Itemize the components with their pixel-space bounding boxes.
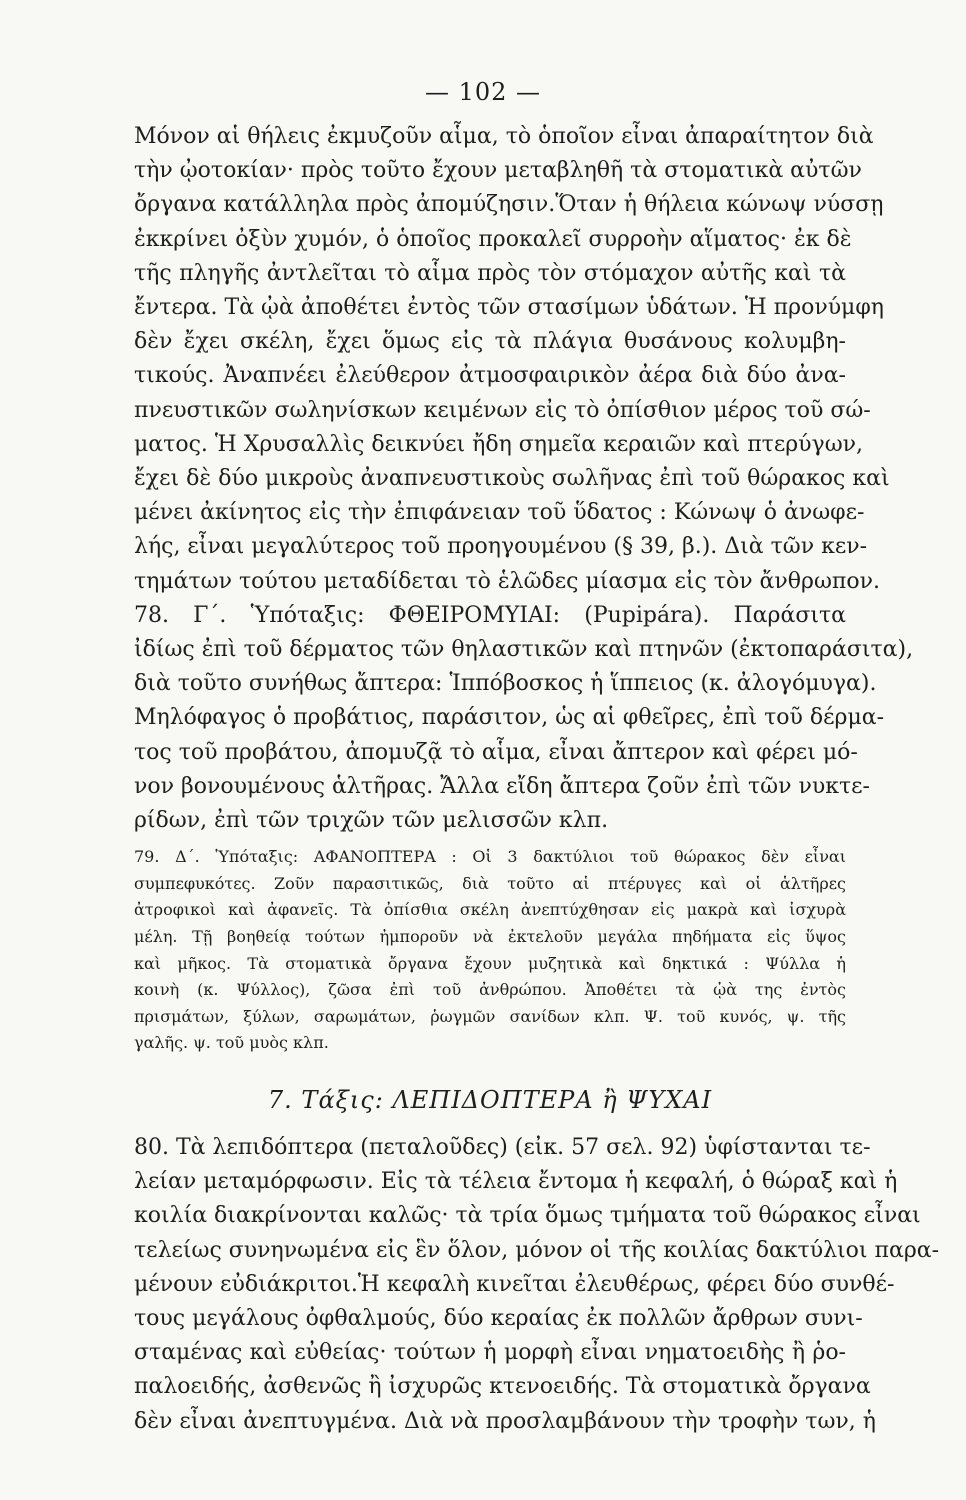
page-content xyxy=(134,120,940,1439)
text-line: τῆς πληγῆς ἀντλεῖται τὸ αἷμα πρὸς τὸν στόμαχον αὐτῆς καὶ τὰ xyxy=(134,260,846,286)
text-line: δὲν ἔχει σκέλη, ἔχει ὅμως εἰς τὰ πλάγια θυσάνους κολυμβη- xyxy=(134,329,846,355)
text-line: παλοειδής, ἀσθενῶς ἢ ἰσχυρῶς κτενοειδής. Τὰ στοματικὰ ὄργανα xyxy=(134,1374,871,1400)
text-line: 80. Τὰ λεπιδόπτερα (πεταλοῦδες) (εἰκ. 57 σελ. 92) ὑφίστανται τε- xyxy=(134,1135,871,1161)
text-line: τος τοῦ προβάτου, ἀπομυζᾷ τὸ αἷμα, εἶναι ἄπτερον καὶ φέρει μό- xyxy=(134,739,858,765)
text-line: ἐκκρίνει ὀξὺν χυμόν, ὁ ὁποῖος προκαλεῖ συρροὴν αἵματος· ἐκ δὲ xyxy=(134,226,852,252)
text-line: Μόνον αἱ θήλεις ἐκμυζοῦν αἷμα, τὸ ὁποῖον εἶναι ἀπαραίτητον διὰ xyxy=(134,124,874,149)
text-line: πρισμάτων, ξύλων, σαρωμάτων, ῥωγμῶν σανίδων κλπ. Ψ. τοῦ κυνός, ψ. τῆς xyxy=(134,1006,846,1026)
text-line: κοιλία διακρίνονται καλῶς· τὰ τρία ὅμως τμήματα τοῦ θώρακος εἶναι xyxy=(134,1203,921,1229)
text-line: διὰ τοῦτο συνήθως ἄπτερα: Ἱππόβοσκος ἡ ἵππειος (κ. ἀλογόμυγα). xyxy=(134,671,877,697)
paragraph-mosquito xyxy=(134,120,890,599)
text-line: σταμένας καὶ εὐθείας· τούτων ἡ μορφὴ εἶναι νηματοειδὴς ἢ ῥο- xyxy=(134,1340,846,1366)
text-line: μέλη. Τῇ βοηθείᾳ τούτων ἠμποροῦν νὰ ἐκτελοῦν μεγάλα πηδήματα εἰς ὕψος xyxy=(134,927,846,947)
page-number: — 102 — xyxy=(424,78,542,106)
paragraph-80 xyxy=(134,1131,940,1439)
text-line: τημάτων τούτου μεταδίδεται τὸ ἑλῶδες μίασμα εἰς τὸν ἄνθρωπον. xyxy=(134,568,880,594)
text-line: ὄργανα κατάλληλα πρὸς ἀπομύζησιν.Ὅταν ἡ θήλεια κώνωψ νύσσῃ xyxy=(134,192,884,218)
text-line: τὴν ᾠοτοκίαν· πρὸς τοῦτο ἔχουν μεταβληθῆ τὰ στοματικὰ αὐτῶν xyxy=(134,158,862,184)
text-line: γαλῆς. ψ. τοῦ μυὸς κλπ. xyxy=(134,1033,329,1053)
paragraph-78 xyxy=(134,599,914,838)
text-line: 78. Γ΄. Ὑπόταξις: ΦΘΕΙΡΟΜΥΙΑΙ: (Pupipára). Παράσιτα xyxy=(134,602,846,628)
text-line: Μηλόφαγος ὁ προβάτιος, παράσιτον, ὡς αἱ φθεῖρες, ἐπὶ τοῦ δέρμα- xyxy=(134,705,885,731)
text-line: κοινὴ (κ. Ψύλλος), ζῶσα ἐπὶ τοῦ ἀνθρώπου. Ἀποθέτει τὰ ᾠὰ της ἐντὸς xyxy=(134,980,846,1000)
section-heading: 7. Τάξις: ΛΕΠΙΔΟΠΤΕΡΑ ἢ ΨΥΧΑΙ xyxy=(267,1086,713,1115)
text-line: ἀτροφικοὶ καὶ ἀφανεῖς. Τὰ ὀπίσθια σκέλη ἀνεπτύχθησαν εἰς μακρὰ καὶ ἰσχυρὰ xyxy=(134,900,846,920)
paragraph-79 xyxy=(134,844,846,1057)
text-line: τικούς. Ἀναπνέει ἐλεύθερον ἀτμοσφαιρικὸν ἀέρα διὰ δύο ἀνα- xyxy=(134,363,846,389)
text-line: συμπεφυκότες. Ζοῦν παρασιτικῶς, διὰ τοῦτο αἱ πτέρυγες καὶ οἱ ἁλτῆρες xyxy=(134,873,846,893)
text-line: ματος. Ἡ Χρυσαλλὶς δεικνύει ἤδη σημεῖα κεραιῶν καὶ πτερύγων, xyxy=(134,431,864,457)
text-line: τελείως συνηνωμένα εἰς ἓν ὅλον, μόνον οἱ τῆς κοιλίας δακτύλιοι παρα- xyxy=(134,1237,940,1263)
text-line: τους μεγάλους ὀφθαλμούς, δύο κεραίας ἐκ πολλῶν ἄρθρων συνι- xyxy=(134,1306,863,1332)
text-line: ἰδίως ἐπὶ τοῦ δέρματος τῶν θηλαστικῶν καὶ πτηνῶν (ἐκτοπαράσιτα), xyxy=(134,637,914,663)
text-line: πνευστικῶν σωληνίσκων κειμένων εἰς τὸ ὀπίσθιον μέρος τοῦ σώ- xyxy=(134,397,871,423)
text-line: δὲν εἶναι ἀνεπτυγμένα. Διὰ νὰ προσλαμβάνουν τὴν τροφὴν των, ἡ xyxy=(134,1408,876,1434)
text-line: καὶ μῆκος. Τὰ στοματικὰ ὄργανα ἔχουν μυζητικὰ καὶ δηκτικά : Ψύλλα ἡ xyxy=(134,953,846,973)
text-line: λείαν μεταμόρφωσιν. Εἰς τὰ τέλεια ἔντομα ἡ κεφαλή, ὁ θώραξ καὶ ἡ xyxy=(134,1169,898,1195)
text-line: νον βονουμένους ἁλτῆρας. Ἄλλα εἴδη ἄπτερα ζοῦν ἐπὶ τῶν νυκτε- xyxy=(134,773,870,799)
text-line: ἔχει δὲ δύο μικροὺς ἀναπνευστικοὺς σωλῆνας ἐπὶ τοῦ θώρακος καὶ xyxy=(134,466,890,492)
text-line: ἔντερα. Τὰ ᾠὰ ἀποθέτει ἐντὸς τῶν στασίμων ὑδάτων. Ἡ προνύμφη xyxy=(134,295,884,321)
text-line: λής, εἶναι μεγαλύτερος τοῦ προηγουμένου (§ 39, β.). Διὰ τῶν κεν- xyxy=(134,534,868,560)
text-line: μένει ἀκίνητος εἰς τὴν ἐπιφάνειαν τοῦ ὕδατος : Κώνωψ ὁ ἀνωφε- xyxy=(134,500,865,526)
text-line: ρίδων, ἐπὶ τῶν τριχῶν τῶν μελισσῶν κλπ. xyxy=(134,808,609,834)
text-line: 79. Δ΄. Ὑπόταξις: ΑΦΑΝΟΠΤΕΡΑ : Οἱ 3 δακτύλιοι τοῦ θώρακος δὲν εἶναι xyxy=(134,847,846,867)
text-line: μένουν εὐδιάκριτοι.Ἡ κεφαλὴ κινεῖται ἐλευθέρως, φέρει δύο συνθέ- xyxy=(134,1271,895,1297)
